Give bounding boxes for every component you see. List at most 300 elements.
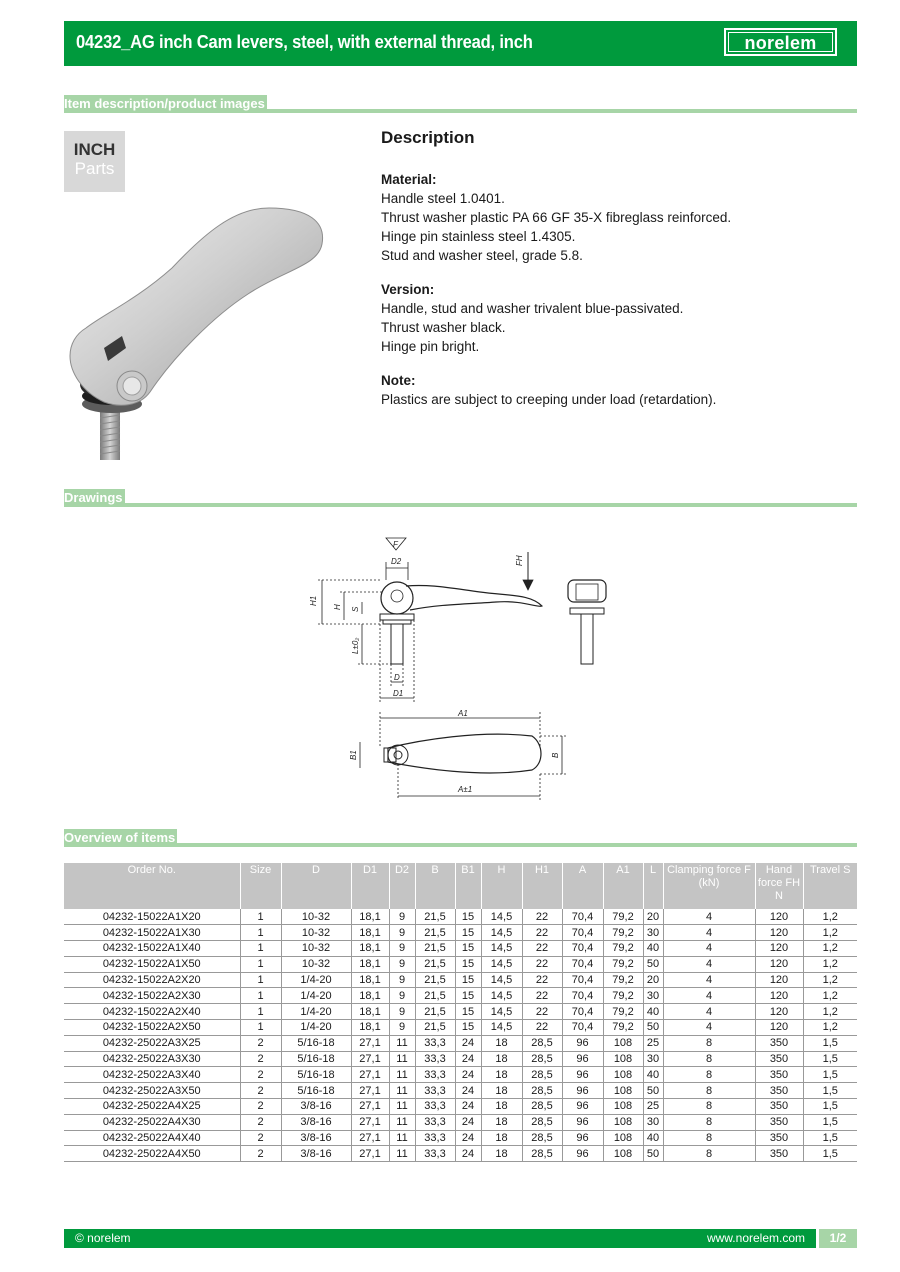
- table-cell: 108: [603, 1051, 643, 1067]
- table-cell: 1,2: [803, 909, 857, 925]
- table-cell: 18: [481, 1146, 522, 1162]
- table-cell: 70,4: [562, 972, 603, 988]
- table-cell: 50: [643, 956, 663, 972]
- section-title: Drawings: [64, 490, 123, 505]
- table-cell: 04232-15022A1X40: [64, 941, 240, 957]
- table-cell: 1: [240, 909, 281, 925]
- table-cell: 04232-25022A3X40: [64, 1067, 240, 1083]
- table-cell: 350: [755, 1067, 803, 1083]
- table-cell: 24: [455, 1114, 481, 1130]
- table-cell: 18: [481, 1099, 522, 1115]
- table-cell: 18,1: [351, 1020, 389, 1036]
- column-header: D: [281, 863, 351, 909]
- table-cell: 28,5: [522, 1146, 562, 1162]
- table-cell: 14,5: [481, 941, 522, 957]
- table-cell: 2: [240, 1146, 281, 1162]
- table-cell: 18,1: [351, 972, 389, 988]
- table-cell: 96: [562, 1114, 603, 1130]
- table-cell: 21,5: [415, 1020, 455, 1036]
- table-cell: 27,1: [351, 1067, 389, 1083]
- table-cell: 22: [522, 988, 562, 1004]
- badge-bottom-text: Parts: [74, 159, 115, 178]
- table-cell: 9: [389, 988, 415, 1004]
- note-label: Note:: [381, 373, 416, 388]
- table-cell: 33,3: [415, 1146, 455, 1162]
- table-cell: 1: [240, 956, 281, 972]
- table-cell: 1/4-20: [281, 988, 351, 1004]
- table-cell: 96: [562, 1146, 603, 1162]
- table-cell: 4: [663, 1004, 755, 1020]
- table-cell: 22: [522, 972, 562, 988]
- material-label: Material:: [381, 172, 437, 187]
- dim-label: D1: [393, 689, 404, 698]
- dim-label: A1: [458, 709, 468, 718]
- table-cell: 9: [389, 972, 415, 988]
- table-cell: 40: [643, 1004, 663, 1020]
- table-cell: 9: [389, 925, 415, 941]
- table-cell: 14,5: [481, 1004, 522, 1020]
- material-line: Hinge pin stainless steel 1.4305.: [381, 229, 576, 244]
- table-cell: 70,4: [562, 988, 603, 1004]
- table-cell: 24: [455, 1083, 481, 1099]
- table-cell: 14,5: [481, 972, 522, 988]
- table-cell: 40: [643, 941, 663, 957]
- table-cell: 108: [603, 1114, 643, 1130]
- table-cell: 21,5: [415, 941, 455, 957]
- table-cell: 70,4: [562, 925, 603, 941]
- table-cell: 8: [663, 1130, 755, 1146]
- table-cell: 79,2: [603, 941, 643, 957]
- table-cell: 28,5: [522, 1130, 562, 1146]
- table-cell: 4: [663, 909, 755, 925]
- table-cell: 2: [240, 1067, 281, 1083]
- version-line: Handle, stud and washer trivalent blue-passivated.: [381, 301, 684, 316]
- table-cell: 8: [663, 1067, 755, 1083]
- table-cell: 1,2: [803, 1020, 857, 1036]
- table-cell: 27,1: [351, 1130, 389, 1146]
- table-cell: 11: [389, 1114, 415, 1130]
- table-cell: 21,5: [415, 909, 455, 925]
- table-cell: 33,3: [415, 1067, 455, 1083]
- table-cell: 04232-15022A1X50: [64, 956, 240, 972]
- table-cell: 40: [643, 1130, 663, 1146]
- table-cell: 1,5: [803, 1114, 857, 1130]
- note-block: [381, 371, 851, 409]
- table-cell: 96: [562, 1099, 603, 1115]
- dim-label: H: [333, 604, 342, 610]
- table-cell: 18: [481, 1083, 522, 1099]
- table-cell: 04232-15022A2X40: [64, 1004, 240, 1020]
- table-cell: 18: [481, 1114, 522, 1130]
- section-divider: [64, 503, 857, 507]
- table-cell: 11: [389, 1099, 415, 1115]
- table-cell: 04232-15022A1X30: [64, 925, 240, 941]
- table-cell: 10-32: [281, 909, 351, 925]
- material-line: Thrust washer plastic PA 66 GF 35-X fibreglass reinforced.: [381, 210, 732, 225]
- table-cell: 20: [643, 909, 663, 925]
- table-cell: 15: [455, 956, 481, 972]
- table-cell: 108: [603, 1035, 643, 1051]
- table-cell: 4: [663, 988, 755, 1004]
- table-cell: 27,1: [351, 1099, 389, 1115]
- table-cell: 9: [389, 1020, 415, 1036]
- table-cell: 96: [562, 1051, 603, 1067]
- table-cell: 120: [755, 1020, 803, 1036]
- table-cell: 350: [755, 1051, 803, 1067]
- table-cell: 1,2: [803, 988, 857, 1004]
- version-line: Thrust washer black.: [381, 320, 506, 335]
- table-cell: 4: [663, 956, 755, 972]
- table-cell: 1,2: [803, 972, 857, 988]
- table-cell: 27,1: [351, 1035, 389, 1051]
- table-cell: 14,5: [481, 988, 522, 1004]
- dim-label: H1: [309, 595, 318, 606]
- table-cell: 4: [663, 972, 755, 988]
- table-cell: 27,1: [351, 1146, 389, 1162]
- technical-drawing: [300, 530, 630, 800]
- table-cell: 1,2: [803, 956, 857, 972]
- material-line: Stud and washer steel, grade 5.8.: [381, 248, 583, 263]
- footer: [64, 1229, 857, 1248]
- table-cell: 8: [663, 1099, 755, 1115]
- table-cell: 24: [455, 1146, 481, 1162]
- table-cell: 04232-15022A2X20: [64, 972, 240, 988]
- table-cell: 96: [562, 1035, 603, 1051]
- column-header: B: [415, 863, 455, 909]
- table-cell: 8: [663, 1114, 755, 1130]
- table-cell: 33,3: [415, 1099, 455, 1115]
- table-cell: 27,1: [351, 1083, 389, 1099]
- table-cell: 20: [643, 972, 663, 988]
- table-cell: 22: [522, 925, 562, 941]
- column-header: A: [562, 863, 603, 909]
- table-cell: 3/8-16: [281, 1130, 351, 1146]
- table-cell: 108: [603, 1067, 643, 1083]
- table-cell: 120: [755, 956, 803, 972]
- table-cell: 120: [755, 1004, 803, 1020]
- table-row: [64, 941, 857, 957]
- table-cell: 2: [240, 1035, 281, 1051]
- table-cell: 2: [240, 1083, 281, 1099]
- table-cell: 18,1: [351, 1004, 389, 1020]
- table-cell: 8: [663, 1051, 755, 1067]
- table-cell: 15: [455, 988, 481, 1004]
- table-cell: 22: [522, 1004, 562, 1020]
- table-cell: 04232-25022A4X30: [64, 1114, 240, 1130]
- table-cell: 14,5: [481, 925, 522, 941]
- table-cell: 10-32: [281, 956, 351, 972]
- table-cell: 27,1: [351, 1051, 389, 1067]
- version-block: [381, 280, 851, 356]
- table-cell: 15: [455, 941, 481, 957]
- table-cell: 5/16-18: [281, 1067, 351, 1083]
- table-cell: 2: [240, 1114, 281, 1130]
- table-cell: 5/16-18: [281, 1035, 351, 1051]
- table-cell: 10-32: [281, 925, 351, 941]
- section-product: [64, 91, 857, 113]
- table-cell: 2: [240, 1051, 281, 1067]
- table-cell: 2: [240, 1099, 281, 1115]
- column-header: B1: [455, 863, 481, 909]
- table-cell: 28,5: [522, 1114, 562, 1130]
- table-cell: 04232-25022A3X25: [64, 1035, 240, 1051]
- table-cell: 27,1: [351, 1114, 389, 1130]
- table-cell: 70,4: [562, 956, 603, 972]
- table-cell: 28,5: [522, 1099, 562, 1115]
- table-cell: 25: [643, 1099, 663, 1115]
- table-cell: 3/8-16: [281, 1114, 351, 1130]
- table-cell: 15: [455, 972, 481, 988]
- table-cell: 22: [522, 1020, 562, 1036]
- table-cell: 120: [755, 972, 803, 988]
- table-cell: 11: [389, 1067, 415, 1083]
- table-cell: 1: [240, 1020, 281, 1036]
- section-title: Overview of items: [64, 830, 176, 845]
- table-cell: 28,5: [522, 1067, 562, 1083]
- material-block: [381, 170, 851, 265]
- table-cell: 79,2: [603, 988, 643, 1004]
- table-cell: 04232-25022A4X40: [64, 1130, 240, 1146]
- table-row: [64, 988, 857, 1004]
- table-cell: 4: [663, 925, 755, 941]
- table-cell: 04232-15022A2X50: [64, 1020, 240, 1036]
- table-cell: 4: [663, 941, 755, 957]
- table-row: [64, 972, 857, 988]
- table-cell: 8: [663, 1035, 755, 1051]
- table-cell: 18,1: [351, 925, 389, 941]
- dim-label: S: [351, 606, 360, 612]
- items-table-body: [64, 909, 857, 1162]
- table-cell: 11: [389, 1035, 415, 1051]
- dim-label: A±1: [458, 785, 473, 794]
- column-header: Size: [240, 863, 281, 909]
- items-table: [64, 863, 857, 1162]
- table-cell: 1,2: [803, 925, 857, 941]
- table-cell: 350: [755, 1083, 803, 1099]
- table-cell: 33,3: [415, 1114, 455, 1130]
- badge-top-text: INCH: [73, 140, 116, 159]
- table-cell: 108: [603, 1083, 643, 1099]
- table-cell: 1,2: [803, 941, 857, 957]
- column-header: A1: [603, 863, 643, 909]
- table-cell: 350: [755, 1035, 803, 1051]
- table-cell: 30: [643, 1051, 663, 1067]
- table-cell: 21,5: [415, 972, 455, 988]
- table-cell: 1: [240, 1004, 281, 1020]
- table-cell: 9: [389, 941, 415, 957]
- table-cell: 28,5: [522, 1035, 562, 1051]
- table-cell: 24: [455, 1067, 481, 1083]
- version-label: Version:: [381, 282, 435, 297]
- column-header: Hand force FH N: [755, 863, 803, 909]
- inch-parts-badge: [64, 131, 125, 192]
- section-title: Item description/product images: [64, 96, 265, 111]
- table-cell: 24: [455, 1130, 481, 1146]
- table-cell: 21,5: [415, 925, 455, 941]
- column-header: H1: [522, 863, 562, 909]
- column-header: L: [643, 863, 663, 909]
- table-cell: 1: [240, 988, 281, 1004]
- table-row: [64, 925, 857, 941]
- dim-label: D2: [391, 557, 402, 566]
- norelem-logo: [724, 28, 837, 56]
- note-line: Plastics are subject to creeping under load (retardation).: [381, 392, 717, 407]
- table-cell: 108: [603, 1130, 643, 1146]
- table-cell: 28,5: [522, 1051, 562, 1067]
- table-cell: 96: [562, 1130, 603, 1146]
- table-cell: 18,1: [351, 941, 389, 957]
- table-cell: 1/4-20: [281, 1020, 351, 1036]
- table-cell: 70,4: [562, 909, 603, 925]
- table-cell: 33,3: [415, 1035, 455, 1051]
- table-row: [64, 1130, 857, 1146]
- table-cell: 8: [663, 1146, 755, 1162]
- table-cell: 1,5: [803, 1067, 857, 1083]
- table-row: [64, 1083, 857, 1099]
- column-header: Order No.: [64, 863, 240, 909]
- table-cell: 1,5: [803, 1099, 857, 1115]
- table-cell: 4: [663, 1020, 755, 1036]
- table-cell: 5/16-18: [281, 1051, 351, 1067]
- table-cell: 14,5: [481, 909, 522, 925]
- table-cell: 350: [755, 1114, 803, 1130]
- table-cell: 21,5: [415, 988, 455, 1004]
- version-line: Hinge pin bright.: [381, 339, 480, 354]
- dim-label: B1: [349, 750, 358, 760]
- table-cell: 33,3: [415, 1051, 455, 1067]
- table-cell: 1,5: [803, 1146, 857, 1162]
- table-cell: 18: [481, 1067, 522, 1083]
- description-panel: [381, 128, 851, 424]
- table-cell: 24: [455, 1099, 481, 1115]
- table-cell: 1,2: [803, 1004, 857, 1020]
- table-cell: 79,2: [603, 956, 643, 972]
- table-row: [64, 1051, 857, 1067]
- table-cell: 22: [522, 956, 562, 972]
- table-row: [64, 909, 857, 925]
- table-cell: 2: [240, 1130, 281, 1146]
- table-cell: 108: [603, 1146, 643, 1162]
- table-cell: 1: [240, 941, 281, 957]
- table-cell: 350: [755, 1099, 803, 1115]
- column-header: D1: [351, 863, 389, 909]
- table-cell: 120: [755, 941, 803, 957]
- table-cell: 18: [481, 1051, 522, 1067]
- description-heading: Description: [381, 128, 475, 147]
- table-cell: 30: [643, 1114, 663, 1130]
- table-cell: 30: [643, 988, 663, 1004]
- table-cell: 79,2: [603, 1004, 643, 1020]
- table-cell: 1,5: [803, 1051, 857, 1067]
- logo-text: norelem: [728, 32, 833, 52]
- section-drawings: [64, 485, 857, 507]
- table-header-row: [64, 863, 857, 909]
- table-cell: 1,5: [803, 1035, 857, 1051]
- table-cell: 1/4-20: [281, 1004, 351, 1020]
- table-row: [64, 1114, 857, 1130]
- table-cell: 70,4: [562, 941, 603, 957]
- table-row: [64, 1004, 857, 1020]
- table-cell: 25: [643, 1035, 663, 1051]
- table-cell: 15: [455, 909, 481, 925]
- table-cell: 79,2: [603, 972, 643, 988]
- dim-label: FH: [515, 555, 524, 566]
- table-cell: 14,5: [481, 956, 522, 972]
- dim-label: L±0₂: [351, 637, 360, 654]
- table-cell: 79,2: [603, 1020, 643, 1036]
- dim-label: B: [551, 752, 560, 758]
- table-cell: 04232-15022A2X30: [64, 988, 240, 1004]
- table-cell: 15: [455, 1020, 481, 1036]
- table-cell: 79,2: [603, 909, 643, 925]
- table-cell: 8: [663, 1083, 755, 1099]
- table-cell: 108: [603, 1099, 643, 1115]
- table-cell: 33,3: [415, 1083, 455, 1099]
- table-row: [64, 1146, 857, 1162]
- dim-label: F: [393, 540, 398, 549]
- table-row: [64, 1099, 857, 1115]
- column-header: D2: [389, 863, 415, 909]
- table-cell: 120: [755, 988, 803, 1004]
- table-cell: 350: [755, 1146, 803, 1162]
- section-overview: [64, 825, 857, 847]
- table-cell: 1,5: [803, 1130, 857, 1146]
- table-cell: 04232-15022A1X20: [64, 909, 240, 925]
- column-header: H: [481, 863, 522, 909]
- table-cell: 70,4: [562, 1020, 603, 1036]
- page-title: 04232_AG inch Cam levers, steel, with external thread, inch: [76, 32, 533, 52]
- table-cell: 9: [389, 1004, 415, 1020]
- table-cell: 50: [643, 1146, 663, 1162]
- column-header: Clamping force F (kN): [663, 863, 755, 909]
- table-cell: 5/16-18: [281, 1083, 351, 1099]
- table-cell: 15: [455, 925, 481, 941]
- header-bar: [64, 21, 857, 66]
- table-cell: 96: [562, 1067, 603, 1083]
- footer-url-link[interactable]: www.norelem.com: [706, 1231, 805, 1245]
- table-cell: 18: [481, 1130, 522, 1146]
- table-cell: 1: [240, 972, 281, 988]
- page-number: 1/2: [819, 1229, 857, 1248]
- table-cell: 79,2: [603, 925, 643, 941]
- table-cell: 11: [389, 1051, 415, 1067]
- table-cell: 3/8-16: [281, 1099, 351, 1115]
- table-cell: 30: [643, 925, 663, 941]
- table-cell: 50: [643, 1020, 663, 1036]
- product-image: [64, 196, 326, 464]
- table-cell: 120: [755, 925, 803, 941]
- table-cell: 9: [389, 956, 415, 972]
- table-cell: 18,1: [351, 956, 389, 972]
- column-header: Travel S: [803, 863, 857, 909]
- material-line: Handle steel 1.0401.: [381, 191, 505, 206]
- footer-copyright: © norelem: [75, 1231, 131, 1245]
- table-row: [64, 1020, 857, 1036]
- table-cell: 22: [522, 941, 562, 957]
- table-cell: 1: [240, 925, 281, 941]
- table-cell: 50: [643, 1083, 663, 1099]
- table-cell: 33,3: [415, 1130, 455, 1146]
- table-cell: 18,1: [351, 988, 389, 1004]
- section-divider: [64, 843, 857, 847]
- table-cell: 70,4: [562, 1004, 603, 1020]
- table-cell: 22: [522, 909, 562, 925]
- table-cell: 120: [755, 909, 803, 925]
- table-cell: 14,5: [481, 1020, 522, 1036]
- table-row: [64, 1035, 857, 1051]
- table-row: [64, 1067, 857, 1083]
- table-cell: 18: [481, 1035, 522, 1051]
